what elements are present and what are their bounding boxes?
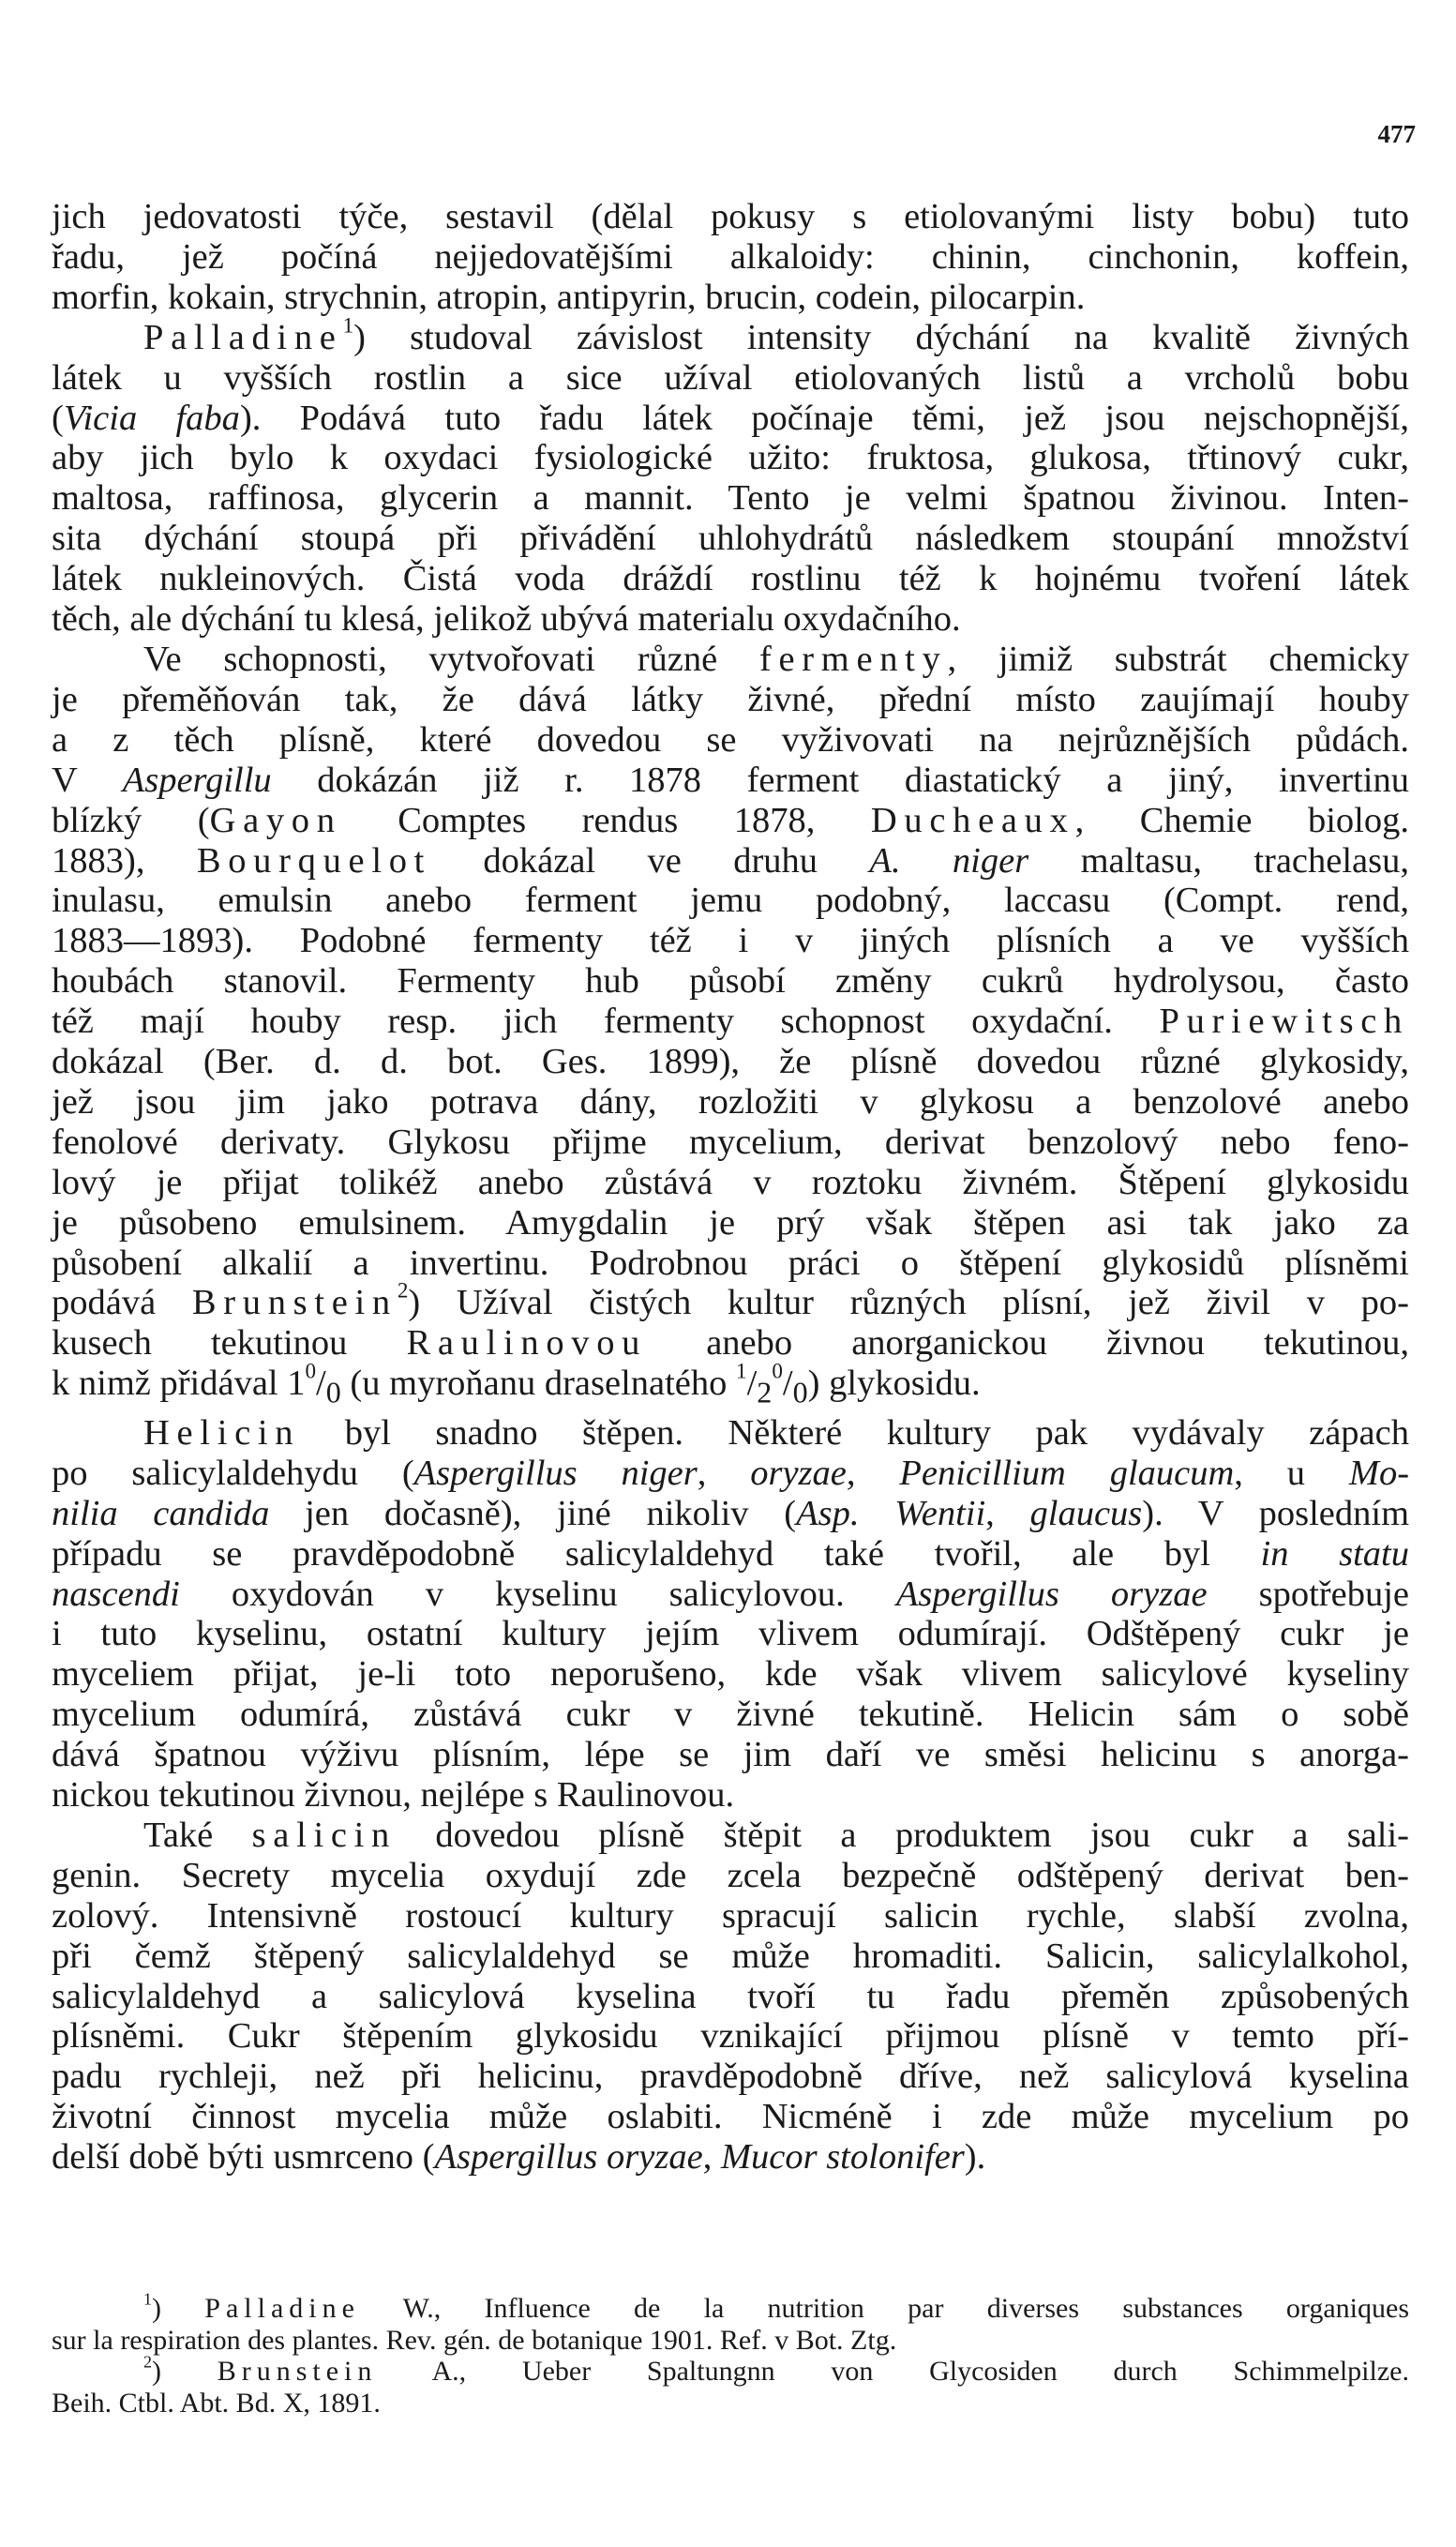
author-name: Puriewitsch: [1159, 1002, 1409, 1042]
text-line: 1883), Bourquelot dokázal ve druhu A. niger maltasu, trachelasu,: [52, 840, 1409, 881]
species-name: oryzae: [750, 1453, 847, 1493]
text-line: salicylaldehyd a salicylová kyselina tvoří tu řadu přeměn způsobených: [52, 1976, 1409, 2016]
text-line: houbách stanovil. Fermenty hub působí změny cukrů hydrolysou, často: [52, 961, 1409, 1002]
emphasized-term: Helicin: [143, 1412, 301, 1453]
text-line: jich jedovatosti týče, sestavil (dělal pokusy s etiolovanými listy bobu) tuto: [52, 197, 1409, 236]
text-line: zolový. Intensivně rostoucí kultury spracují salicin rychle, slabší zvolna,: [52, 1895, 1409, 1936]
text-line: řadu, jež počíná nejjedovatějšími alkaloidy: chinin, cinchonin, koffein,: [52, 236, 1409, 277]
text-line: Také salicin dovedou plísně štěpit a produktem jsou cukr a sali-: [143, 1815, 1409, 1855]
footnote-ref: 2: [397, 1278, 409, 1304]
footnote-marker: 1: [143, 2289, 152, 2309]
emphasized-term: salicin: [251, 1815, 398, 1855]
text-line: padu rychleji, než při helicinu, pravděpodobně dříve, než salicylová kyselina: [52, 2057, 1409, 2097]
text-line: při čemž štěpený salicylaldehyd se může hromaditi. Salicin, salicylalkohol,: [52, 1936, 1409, 1976]
text-line: i tuto kyselinu, ostatní kultury jejím vlivem odumírají. Odštěpený cukr je: [52, 1614, 1409, 1654]
text-line: nickou tekutinou živnou, nejlépe s Raulinovou.: [52, 1775, 735, 1816]
latin-phrase: nascendi: [52, 1574, 180, 1614]
text-line: jež jsou jim jako potrava dány, rozložiti v glykosu a benzolové anebo: [52, 1081, 1409, 1122]
text-line: po salicylaldehydu (Aspergillus niger, oryzae, Penicillium glaucum, u Mo-: [52, 1453, 1410, 1493]
text-line: látek u vyšších rostlin a sice užíval etiolovaných listů a vrcholů bobu: [52, 357, 1409, 398]
text-line: myceliem přijat, je-li toto neporušeno, kde však vlivem salicylové kyseliny: [52, 1654, 1409, 1695]
text-line: těch, ale dýchání tu klesá, jelikož ubývá materialu oxydačního.: [52, 599, 961, 640]
footnote-ref: 1: [342, 312, 354, 338]
text-line: V Aspergillu dokázán již r. 1878 ferment diastatický a jiný, invertinu: [52, 760, 1409, 800]
species-name: glaucus: [1029, 1493, 1143, 1533]
text-line: životní činnost mycelia může oslabiti. Nicméně i zde může mycelium po: [52, 2097, 1409, 2137]
text-line: fenolové derivaty. Glykosu přijme mycelium, derivat benzolový nebo feno-: [52, 1122, 1409, 1162]
text-line: dává špatnou výživu plísním, lépe se jim daří ve směsi helicinu s anorga-: [52, 1735, 1409, 1775]
text-line: sita dýchání stoupá při přivádění uhlohydrátů následkem stoupání množství: [52, 519, 1409, 559]
author-name: Bourquelot: [196, 840, 432, 881]
text-line: genin. Secrety mycelia oxydují zde zcela bezpečně odštěpený derivat ben-: [52, 1855, 1409, 1895]
text-line: Ve schopnosti, vytvořovati různé fermenty, jimiž substrát chemicky: [143, 639, 1409, 679]
text-line: podává Brunstein$^2$) Užíval čistých kultur různých plísní, jež živil v po-: [52, 1278, 1409, 1323]
body-text: [52, 197, 1409, 2178]
species-name: A. niger: [869, 840, 1029, 881]
footnote-marker: 2: [143, 2352, 152, 2372]
text-line: látek nukleinových. Čistá voda dráždí rostlinu též k hojnému tvoření látek: [52, 559, 1409, 599]
text-line: maltosa, raffinosa, glycerin a mannit. Tento je velmi špatnou živinou. Inten-: [52, 478, 1409, 519]
species-name: Aspergillus niger: [413, 1453, 698, 1493]
latin-phrase: in statu: [1260, 1533, 1409, 1574]
species-name: Aspergillus oryzae: [895, 1574, 1208, 1614]
text-line: blízký (Gayon Comptes rendus 1878, Ducheaux, Chemie biolog.: [52, 800, 1409, 840]
footnote: $^2$) Brunstein A., Ueber Spaltungnn von Glycosiden durch Schimmelpilze.: [143, 2352, 1409, 2388]
species-name: Asp. Wentii: [796, 1493, 986, 1533]
text-line: nilia candida jen dočasně), jiné nikoliv (Asp. Wentii, glaucus). V posledním: [52, 1493, 1410, 1533]
species-name: Aspergillus oryzae: [434, 2137, 703, 2178]
footnote-line: Beih. Ctbl. Abt. Bd. X, 1891.: [52, 2388, 381, 2419]
text-line: plísněmi. Cukr štěpením glykosidu vznikající přijmou plísně v temto pří-: [52, 2016, 1409, 2057]
text-line: je působeno emulsinem. Amygdalin je prý však štěpen asi tak jako za: [52, 1202, 1409, 1243]
text-line: případu se pravděpodobně salicylaldehyd také tvořil, ale byl in statu: [52, 1533, 1409, 1574]
text-line: též mají houby resp. jich fermenty schopnost oxydační. Puriewitsch: [52, 1002, 1409, 1042]
text-line: inulasu, emulsin anebo ferment jemu podobný, laccasu (Compt. rend,: [52, 881, 1409, 921]
species-name: Aspergillu: [122, 760, 272, 800]
author-name: Ducheaux: [870, 800, 1075, 840]
text-line: Helicin byl snadno štěpen. Některé kultury pak vydávaly zápach: [143, 1412, 1409, 1453]
text-line: a z těch plísně, které dovedou se vyživovati na nejrůznějších půdách.: [52, 719, 1409, 760]
text-line: nascendi oxydován v kyselinu salicylovou. Aspergillus oryzae spotřebuje: [52, 1574, 1410, 1614]
author-name: Raulinovou: [406, 1323, 648, 1364]
author-name: Palladine: [204, 2293, 360, 2324]
text-line: mycelium odumírá, zůstává cukr v živné tekutině. Helicin sám o sobě: [52, 1695, 1409, 1735]
author-name: Palladine: [143, 317, 343, 357]
text-line: Palladine$^1$) studoval závislost intensity dýchání na kvalitě živných: [143, 312, 1409, 357]
text-line: 1883—1893). Podobné fermenty též i v jiných plísních a ve vyšších: [52, 921, 1409, 961]
text-line: delší době býti usmrceno (Aspergillus oryzae, Mucor stolonifer).: [52, 2137, 986, 2178]
page-number: 477: [1377, 120, 1416, 148]
footnotes: [52, 2289, 1409, 2419]
text-line: aby jich bylo k oxydaci fysiologické užito: fruktosa, glukosa, třtinový cukr,: [52, 438, 1409, 478]
footnote-line: sur la respiration des plantes. Rev. gén. de botanique 1901. Ref. v Bot. Ztg.: [52, 2324, 897, 2356]
species-name: Mucor stolonifer: [720, 2137, 965, 2178]
text-line: dokázal (Ber. d. d. bot. Ges. 1899), že plísně dovedou různé glykosidy,: [52, 1042, 1409, 1082]
text-line: lový je přijat tolikéž anebo zůstává v roztoku živném. Štěpení glykosidu: [52, 1162, 1409, 1202]
species-name: nilia candida: [52, 1493, 270, 1533]
footnote: $^1$) Palladine W., Influence de la nutrition par diverses substances organiques: [143, 2289, 1409, 2324]
author-name: Brunstein: [217, 2356, 378, 2388]
species-name: Penicillium glaucum: [899, 1453, 1235, 1493]
author-name: Brunstein: [191, 1283, 398, 1323]
text-line: (Vicia faba). Podává tuto řadu látek počínaje těmi, jež jsou nejschopnější,: [52, 398, 1409, 438]
author-name: Gayon: [209, 800, 342, 840]
text-line: je přeměňován tak, že dává látky živné, přední místo zaujímají houby: [52, 679, 1409, 719]
text-line: morfin, kokain, strychnin, atropin, antipyrin, brucin, codein, pilocarpin.: [52, 277, 1086, 317]
emphasized-term: fermenty: [758, 639, 948, 679]
text-line: působení alkalií a invertinu. Podrobnou práci o štěpení glykosidů plísněmi: [52, 1243, 1409, 1283]
species-name: Mo-: [1348, 1453, 1410, 1493]
text-line: k nimž přidával $1^0/_0$ (u myroňanu draselnatého $^1/_2^0/_0$) glykosidu.: [52, 1358, 981, 1409]
text-line: kusech tekutinou Raulinovou anebo anorganickou živnou tekutinou,: [52, 1323, 1409, 1364]
species-name: Vicia faba: [63, 398, 240, 438]
